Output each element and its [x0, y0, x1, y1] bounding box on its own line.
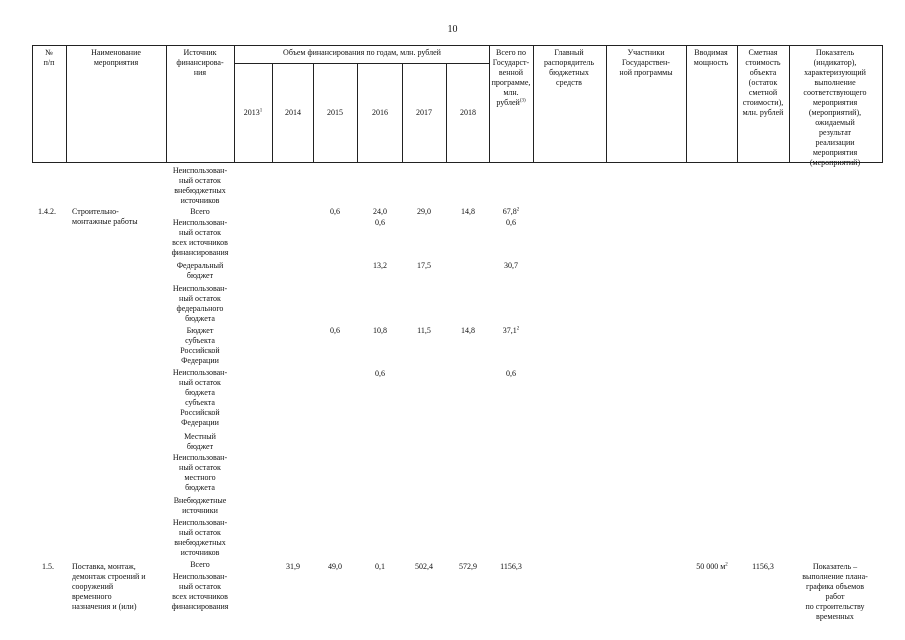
value-cell: 29,0 [417, 207, 431, 216]
header-name: Наименование мероприятия [91, 48, 141, 67]
value-cell: 11,5 [417, 326, 431, 335]
col-border [234, 45, 235, 163]
col-border [357, 63, 358, 163]
value-cell-total: 67,8$^2$ [502, 207, 520, 216]
value-cell-total: 1156,3 [500, 562, 522, 571]
header-year-2016: 2016 [372, 108, 388, 117]
page-number: 10 [447, 24, 458, 35]
source-cell: Федеральный бюджет [176, 261, 224, 280]
cost-cell: 1156,3 [752, 562, 774, 571]
header-year-2018: 2018 [460, 108, 476, 117]
header-participants: Участники Государствен- ной программы [619, 48, 673, 77]
header-source: Источник финансирова- ния [176, 48, 224, 77]
col-border [606, 45, 607, 163]
source-cell: Бюджет субъекта Российской Федерации [180, 326, 220, 365]
value-cell: 502,4 [415, 562, 433, 571]
source-cell: Всего [190, 207, 210, 216]
source-cell: Неиспользован- ный остаток внебюджетных источников [172, 166, 228, 205]
col-border [533, 45, 534, 163]
value-cell: 0,6 [375, 218, 385, 227]
col-border [882, 45, 883, 163]
value-cell: 14,8 [461, 326, 475, 335]
value-cell: 10,8 [373, 326, 387, 335]
col-border [66, 45, 67, 163]
value-cell: 0,6 [330, 326, 340, 335]
value-cell: 13,2 [373, 261, 387, 270]
col-border [789, 45, 790, 163]
header-year-2013: 2013$^1$ [243, 108, 263, 117]
header-year-2015: 2015 [327, 108, 343, 117]
value-cell: 0,6 [375, 369, 385, 378]
capacity-cell: 50 000 $м^2$ [696, 562, 728, 571]
source-cell: Местный бюджет [184, 432, 216, 451]
col-border [313, 63, 314, 163]
col-border [166, 45, 167, 163]
col-border [686, 45, 687, 163]
row-title: Поставка, монтаж, демонтаж строений и сооружений временного назначения и (или) [72, 562, 146, 611]
value-cell: 49,0 [328, 562, 342, 571]
source-cell: Неиспользован- ный остаток внебюджетных источников [172, 518, 228, 557]
source-cell: Неиспользован- ный остаток всех источников финансирования [171, 218, 229, 257]
value-cell: 0,1 [375, 562, 385, 571]
col-border [737, 45, 738, 163]
col-border [446, 63, 447, 163]
value-cell-total: 0,6 [506, 369, 516, 378]
value-cell-total: 37,1$^2$ [502, 326, 520, 335]
header-capacity: Вводимая мощность [693, 48, 729, 67]
indicator-cell: Показатель – выполнение плана- графика объемов работ по строительству временных [802, 562, 868, 621]
row-title: Строительно- монтажные работы [72, 207, 138, 226]
source-cell: Всего [190, 560, 210, 569]
header-indicator: Показатель (индикатор), характеризующий выполнение соответствующего мероприятия (мероприятий), ожидаемый результат реализации мероприятия (мероприятий) [803, 48, 867, 167]
value-cell-total: 0,6 [506, 218, 516, 227]
value-cell: 572,9 [459, 562, 477, 571]
row-number: 1.5. [42, 562, 54, 571]
source-cell: Неиспользован- ный остаток бюджета субъекта Российской Федерации [172, 368, 228, 427]
value-cell: 17,5 [417, 261, 431, 270]
source-cell: Неиспользован- ный остаток всех источников финансирования [171, 572, 229, 611]
row-number: 1.4.2. [38, 207, 56, 216]
header-total: Всего по Государст- венной программе, млн. рублей$^{(3)}$ [491, 48, 531, 107]
value-cell: 14,8 [461, 207, 475, 216]
table-top-border [32, 45, 882, 46]
source-cell: Внебюджетные источники [173, 496, 227, 515]
col-border [402, 63, 403, 163]
header-bottom-border [32, 162, 882, 163]
value-cell: 24,0 [373, 207, 387, 216]
header-financing: Объем финансирования по годам, млн. рублей [283, 48, 441, 57]
header-num: № п/п [43, 48, 55, 67]
header-year-2017: 2017 [416, 108, 432, 117]
value-cell-total: 30,7 [504, 261, 518, 270]
source-cell: Неиспользован- ный остаток местного бюджета [172, 453, 228, 492]
value-cell: 31,9 [286, 562, 300, 571]
col-border [272, 63, 273, 163]
header-manager: Главный распорядитель бюджетных средств [543, 48, 595, 87]
col-border [32, 45, 33, 163]
value-cell: 0,6 [330, 207, 340, 216]
header-cost: Сметная стоимость объекта (остаток сметной стоимости), млн. рублей [742, 48, 784, 117]
col-border [489, 45, 490, 163]
header-year-2014: 2014 [285, 108, 301, 117]
source-cell: Неиспользован- ный остаток федерального бюджета [172, 284, 228, 323]
